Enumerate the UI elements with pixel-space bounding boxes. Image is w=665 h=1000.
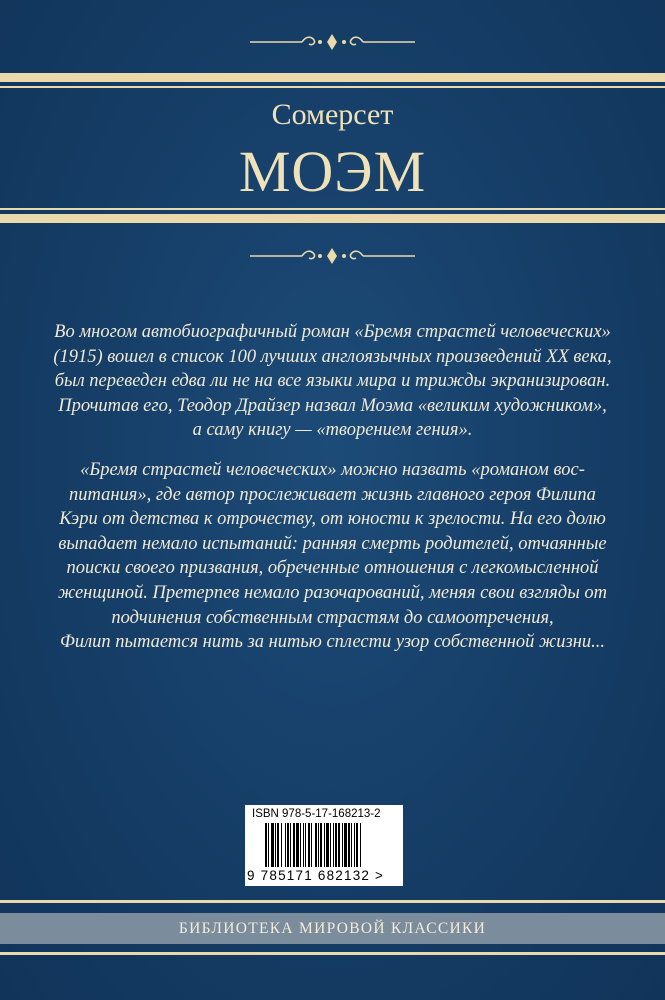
text-line: поиски своего призвания, обреченные отношения с легкомысленной	[66, 558, 599, 579]
barcode-bars	[265, 823, 395, 867]
text-line: Во многом автобиографичный роман «Бремя страстей человеческих»	[54, 322, 611, 342]
middle-band-thin	[0, 208, 665, 210]
text-line: питания», где автор прослеживает жизнь главного героя Филипа	[69, 484, 596, 505]
top-ornament	[0, 31, 665, 53]
annotation-paragraph-2	[40, 458, 625, 655]
bottom-band-thin-2	[0, 952, 665, 955]
text-line: выпадает немало испытаний: ранняя смерть родителей, отчаянные	[58, 533, 607, 554]
barcode-label	[245, 805, 403, 886]
bottom-band-thin	[0, 900, 665, 903]
text-line: Филип пытается нить за нитью сплести узор собственной жизни...	[59, 632, 606, 653]
middle-ornament	[0, 245, 665, 267]
isbn-text: ISBN 978-5-17-168213-2	[252, 808, 381, 820]
author-last-name: МОЭМ	[238, 139, 427, 204]
text-line: женщиной. Претерпев немало разочарований, меняя свои взгляды от	[58, 582, 607, 603]
barcode-digits: 9 785171 682132 >	[247, 868, 385, 883]
text-line: (1915) вошел в список 100 лучших англоязычных произведений XX века,	[53, 346, 612, 367]
middle-band	[0, 214, 665, 223]
text-line: а саму книгу — «творением гения».	[192, 420, 473, 441]
text-line: подчинения собственным страстям до самоотречения,	[111, 607, 554, 628]
top-band	[0, 73, 665, 82]
annotation-paragraph-1	[40, 320, 625, 443]
author-first-name: Сомерсет	[271, 98, 394, 131]
text-line: «Бремя страстей человеческих» можно назвать «романом вос-	[80, 460, 585, 480]
text-line: был переведен едва ли не на все языки мира и трижды экранизирован.	[54, 371, 611, 392]
text-line: Прочитав его, Теодор Драйзер назвал Моэма «великим художником»,	[58, 395, 607, 416]
text-line: Кэри от детства к отрочеству, от юности к зрелости. На его долю	[59, 509, 606, 530]
top-band-thin	[0, 86, 665, 88]
series-title: БИБЛИОТЕКА МИРОВОЙ КЛАССИКИ	[178, 920, 487, 937]
